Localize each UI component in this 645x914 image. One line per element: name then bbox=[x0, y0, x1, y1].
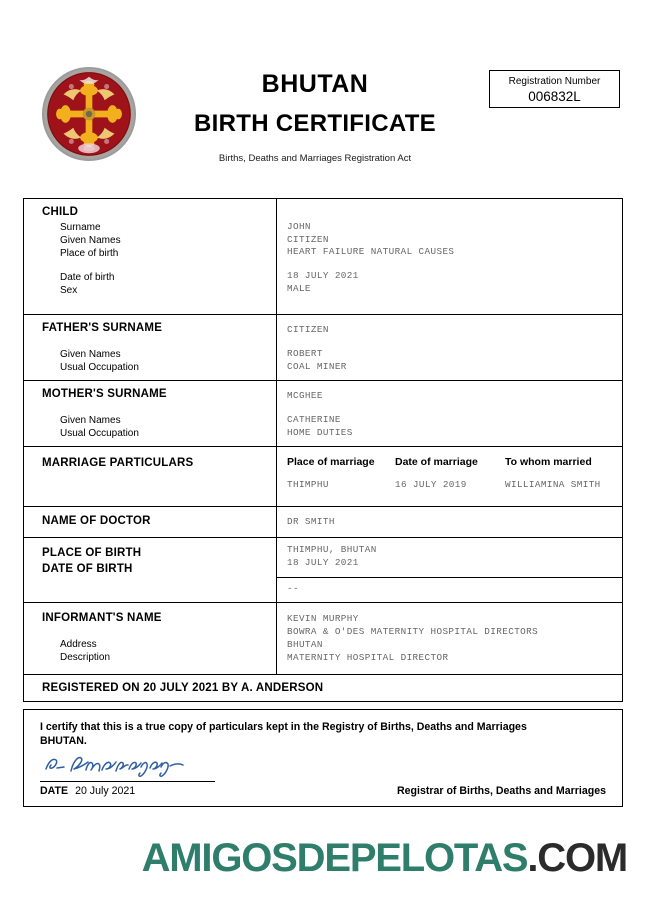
mother-surname-value: MCGHEE bbox=[287, 390, 323, 402]
country-title: BHUTAN bbox=[261, 70, 369, 98]
bhutan-national-emblem-icon bbox=[40, 63, 138, 165]
place-of-birth-value: THIMPHU, BHUTAN bbox=[287, 544, 377, 556]
date-label: DATE bbox=[40, 785, 69, 797]
father-given-names-label: Given Names bbox=[60, 348, 121, 360]
table-row-mother bbox=[24, 381, 622, 447]
marriage-to-whom-header: To whom married bbox=[505, 456, 592, 469]
informant-address-label: Address bbox=[60, 638, 97, 650]
spacer bbox=[42, 297, 276, 308]
child-labels-cell bbox=[24, 199, 277, 314]
child-sex-value: MALE bbox=[287, 282, 311, 294]
informant-description-label: Description bbox=[60, 652, 111, 664]
spacer bbox=[42, 403, 276, 414]
mother-occupation-label: Usual Occupation bbox=[60, 428, 139, 440]
place-date-birth-primary bbox=[277, 538, 622, 577]
place-date-birth-extra bbox=[277, 578, 622, 603]
mother-values-cell bbox=[277, 381, 622, 446]
informant-organisation-value: BOWRA & O'DES MATERNITY HOSPITAL DIRECTORS bbox=[287, 626, 539, 638]
certification-line-1: I certify that this is a true copy of particulars kept in the Registry of Births, Deaths and Marriages bbox=[40, 721, 527, 733]
doctor-name-value: DR SMITH bbox=[287, 515, 335, 527]
certificate-details-table bbox=[23, 198, 623, 702]
child-date-of-birth-label: Date of birth bbox=[60, 272, 115, 284]
child-values-cell bbox=[277, 199, 622, 314]
doctor-section-title: NAME OF DOCTOR bbox=[42, 514, 151, 527]
birth-extra-value: -- bbox=[287, 582, 299, 594]
informant-address-value: BHUTAN bbox=[287, 638, 323, 650]
child-surname-label: Surname bbox=[60, 221, 101, 233]
registration-number-box bbox=[489, 70, 620, 108]
date-of-birth-value: 18 JULY 2021 bbox=[287, 556, 359, 568]
place-date-birth-labels-cell bbox=[24, 538, 277, 602]
mother-given-names-label: Given Names bbox=[60, 414, 121, 426]
child-place-of-birth-label: Place of birth bbox=[60, 247, 119, 259]
father-values-cell bbox=[277, 315, 622, 380]
doctor-value-cell bbox=[277, 507, 622, 538]
place-date-birth-values-cell bbox=[277, 538, 622, 602]
child-surname-value: JOHN bbox=[287, 221, 311, 232]
marriage-values-cell bbox=[277, 447, 622, 505]
marriage-place-header: Place of marriage bbox=[287, 456, 375, 469]
child-place-of-birth-value: HEART FAILURE NATURAL CAUSES bbox=[287, 246, 455, 258]
mother-section-title: MOTHER'S SURNAME bbox=[42, 388, 167, 401]
signature-rule bbox=[40, 781, 215, 782]
informant-name-value: KEVIN MURPHY bbox=[287, 613, 359, 625]
document-title: BIRTH CERTIFICATE bbox=[194, 110, 436, 138]
child-given-names-value: CITIZEN bbox=[287, 233, 329, 245]
certification-box bbox=[23, 709, 623, 807]
spacer bbox=[42, 260, 276, 271]
title-block bbox=[150, 55, 480, 164]
marriage-place-value: THIMPHU bbox=[287, 478, 329, 490]
father-given-names-value: ROBERT bbox=[287, 348, 323, 360]
informant-values-cell bbox=[277, 603, 622, 674]
informant-description-value: MATERNITY HOSPITAL DIRECTOR bbox=[287, 651, 449, 663]
date-value: 20 July 2021 bbox=[75, 785, 136, 797]
certificate-header bbox=[0, 55, 645, 175]
certification-line-2: BHUTAN. bbox=[40, 735, 87, 748]
mother-occupation-value: HOME DUTIES bbox=[287, 426, 353, 438]
mother-labels-cell bbox=[24, 381, 277, 446]
child-date-of-birth-value: 18 JULY 2021 bbox=[287, 270, 359, 282]
father-occupation-label: Usual Occupation bbox=[60, 362, 139, 374]
certification-footer bbox=[24, 785, 622, 797]
certification-date bbox=[40, 785, 135, 797]
table-row-place-date-of-birth bbox=[24, 538, 622, 603]
table-row-marriage bbox=[24, 447, 622, 506]
table-row-doctor bbox=[24, 507, 622, 539]
father-surname-value: CITIZEN bbox=[287, 324, 329, 336]
father-occupation-value: COAL MINER bbox=[287, 360, 347, 372]
marriage-column-values bbox=[287, 479, 622, 492]
marriage-column-headers bbox=[287, 456, 622, 470]
table-row-child bbox=[24, 199, 622, 315]
watermark-primary: AMIGOSDEPELOTAS bbox=[141, 836, 528, 880]
registered-statement: REGISTERED ON 20 JULY 2021 BY A. ANDERSON bbox=[42, 682, 324, 695]
father-section-title: FATHER'S SURNAME bbox=[42, 322, 163, 335]
father-labels-cell bbox=[24, 315, 277, 380]
mother-given-names-value: CATHERINE bbox=[287, 414, 341, 426]
doctor-label-cell bbox=[24, 507, 277, 538]
registration-number-value: 006832L bbox=[528, 89, 581, 104]
child-sex-label: Sex bbox=[60, 285, 78, 297]
registrar-title: Registrar of Births, Deaths and Marriages bbox=[397, 785, 606, 797]
registrar-signature bbox=[40, 752, 260, 782]
marriage-date-value: 16 JULY 2019 bbox=[395, 478, 467, 490]
site-watermark bbox=[0, 838, 645, 878]
marriage-date-header: Date of marriage bbox=[395, 456, 478, 469]
spacer bbox=[42, 627, 276, 638]
informant-labels-cell bbox=[24, 603, 277, 674]
spacer bbox=[42, 337, 276, 348]
marriage-labels-cell bbox=[24, 447, 277, 505]
table-row-registered bbox=[24, 675, 622, 701]
date-of-birth-title: DATE OF BIRTH bbox=[42, 562, 133, 575]
table-row-informant bbox=[24, 603, 622, 675]
act-subtitle: Births, Deaths and Marriages Registration Act bbox=[218, 153, 412, 165]
certification-statement bbox=[24, 710, 622, 749]
place-of-birth-title: PLACE OF BIRTH bbox=[42, 547, 142, 560]
child-section-title: CHILD bbox=[42, 206, 79, 218]
marriage-to-whom-value: WILLIAMINA SMITH bbox=[505, 478, 601, 490]
informant-section-title: INFORMANT'S NAME bbox=[42, 612, 162, 625]
marriage-section-title: MARRIAGE PARTICULARS bbox=[42, 457, 194, 470]
registration-number-label: Registration Number bbox=[508, 76, 601, 87]
child-given-names-label: Given Names bbox=[60, 234, 121, 246]
table-row-father bbox=[24, 315, 622, 381]
watermark-secondary: .COM bbox=[527, 836, 627, 880]
